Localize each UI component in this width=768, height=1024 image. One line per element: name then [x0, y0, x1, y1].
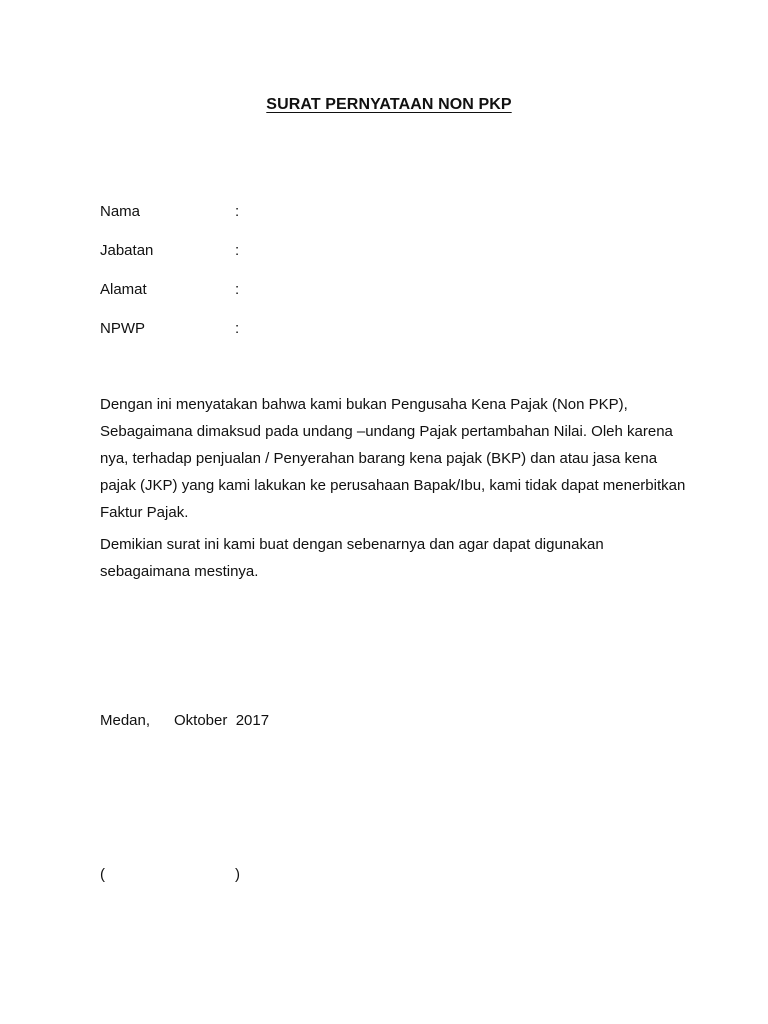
field-label-jabatan: Jabatan: [100, 242, 154, 259]
field-colon: :: [235, 242, 240, 259]
place-text: Medan,: [100, 712, 151, 729]
field-colon: :: [235, 203, 240, 220]
statement-paragraph: Dengan ini menyatakan bahwa kami bukan Pengusaha Kena Pajak (Non PKP), Sebagaimana dimaksud pada undang –undang Pajak pertambahan Nilai. Oleh karena nya, terhadap penjualan / Penyerahan barang kena pajak (BKP) dan atau jasa kena pajak (JKP) yang kami lakukan ke perusahaan Bapak/Ibu, kami tidak dapat menerbitkan Faktur Pajak.: [100, 396, 686, 521]
field-label-npwp: NPWP: [100, 320, 145, 337]
signature-open-paren: (: [100, 866, 105, 883]
document-title: SURAT PERNYATAAN NON PKP: [266, 96, 512, 113]
field-label-alamat: Alamat: [100, 281, 147, 298]
place-date-line: [100, 712, 270, 780]
closing-paragraph: Demikian surat ini kami buat dengan sebenarnya dan agar dapat digunakan sebagaimana mestinya.: [100, 536, 604, 580]
date-text: Oktober 2017: [174, 712, 270, 729]
field-colon: :: [235, 281, 240, 298]
field-label-nama: Nama: [100, 203, 141, 220]
signature-close-paren: ): [235, 866, 240, 883]
field-colon: :: [235, 320, 240, 337]
